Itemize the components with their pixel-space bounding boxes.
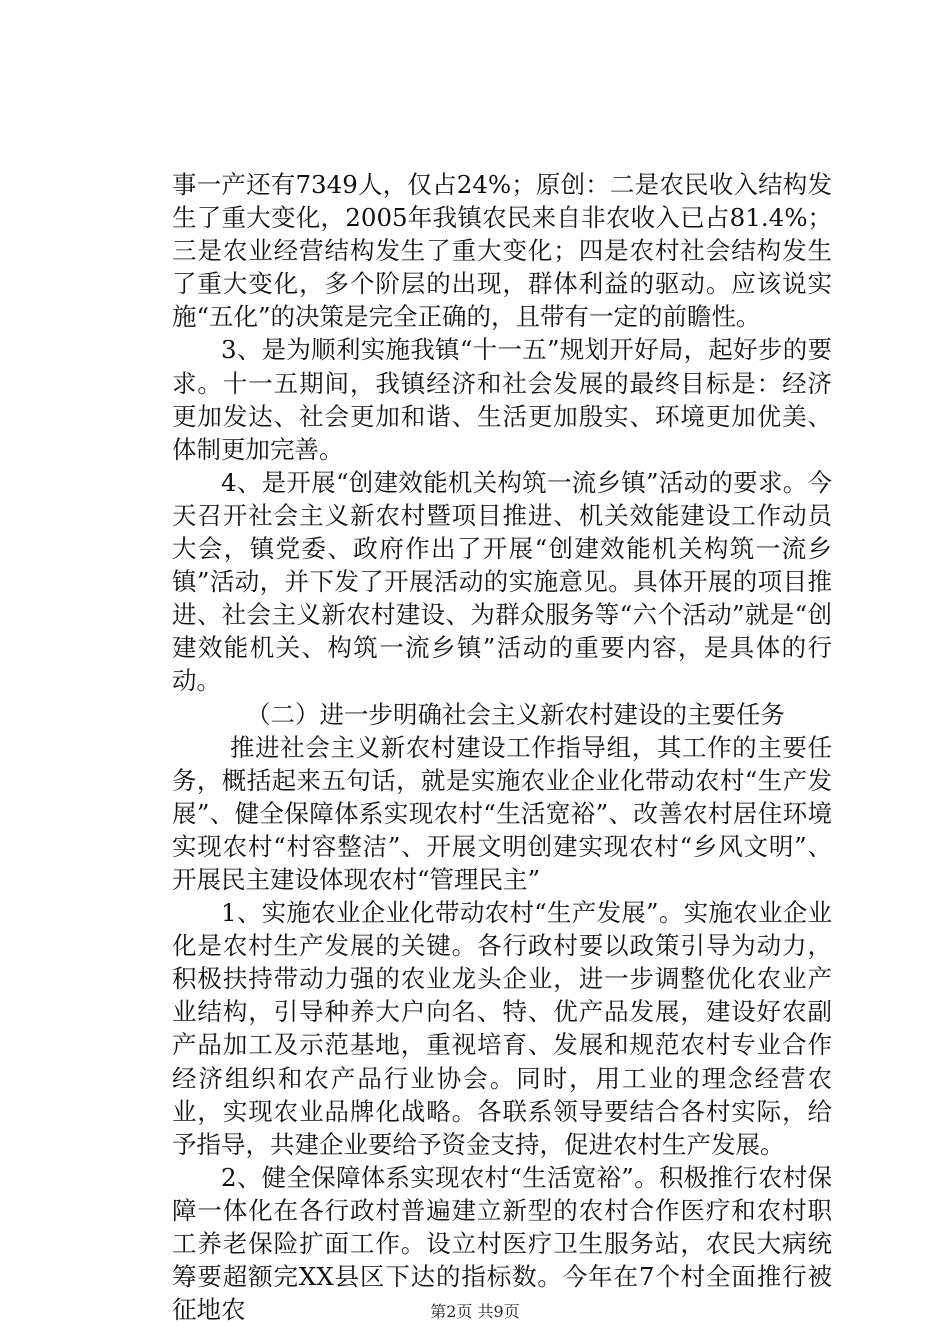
section-heading: （二）进一步明确社会主义新农村建设的主要任务 [246, 699, 785, 729]
paragraph-point-3: 3、是为顺利实施我镇“十一五”规划开好局，起好步的要求。十一五期间，我镇经济和社会发展的最终目标是：经济更加发达、社会更加和谐、生活更加殷实、环境更加优美、体制更加完善。 [172, 335, 832, 464]
paragraph-point-4: 4、是开展“创建效能机关构筑一流乡镇”活动的要求。今天召开社会主义新农村暨项目推进、机关效能建设工作动员大会，镇党委、政府作出了开展“创建效能机关构筑一流乡镇”活动，并下发了开展活动的实施意见。具体开展的项目推进、社会主义新农村建设、为群众服务等“六个活动”就是“创建效能机关、构筑一流乡镇”活动的重要内容，是具体的行动。 [172, 467, 832, 696]
paragraph-task-1: 1、实施农业企业化带动农村“生产发展”。实施农业企业化是农村生产发展的关键。各行政村要以政策引导为动力，积极扶持带动力强的农业龙头企业，进一步调整优化农业产业结构，引导种养大户向名、特、优产品发展，建设好农副产品加工及示范基地，重视培育、发展和规范农村专业合作经济组织和农产品行业协会。同时，用工业的理念经营农业，实现农业品牌化战略。各联系领导要结合各村实际，给予指导，共建企业要给予资金支持，促进农村生产发展。 [172, 898, 832, 1159]
paragraph-main-tasks: 推进社会主义新农村建设工作指导组，其工作的主要任务，概括起来五句话，就是实施农业企业化带动农村“生产发展”、健全保障体系实现农村“生活宽裕”、改善农村居住环境实现农村“村容整洁”、开展文明创建实现农村“乡风文明”、开展民主建设体现农村“管理民主” [172, 732, 832, 894]
paragraph-task-2: 2、健全保障体系实现农村“生活宽裕”。积极推行农村保障一体化在各行政村普遍建立新型的农村合作医疗和农村职工养老保险扩面工作。设立村医疗卫生服务站，农民大病统筹要超额完XX县区下达的指标数。今年在7个村全面推行被征地农 [172, 1162, 832, 1325]
paragraph-continuation: 事一产还有7349人，仅占24%；原创：二是农民收入结构发生了重大变化，2005年我镇农民来自非农收入已占81.4%；三是农业经营结构发生了重大变化；四是农村社会结构发生了重大变化，多个阶层的出现，群体利益的驱动。应该说实施“五化”的决策是完全正确的，且带有一定的前瞻性。 [172, 170, 832, 332]
document-body [172, 168, 832, 1326]
page-footer: 第2页 共9页 [430, 1302, 520, 1321]
